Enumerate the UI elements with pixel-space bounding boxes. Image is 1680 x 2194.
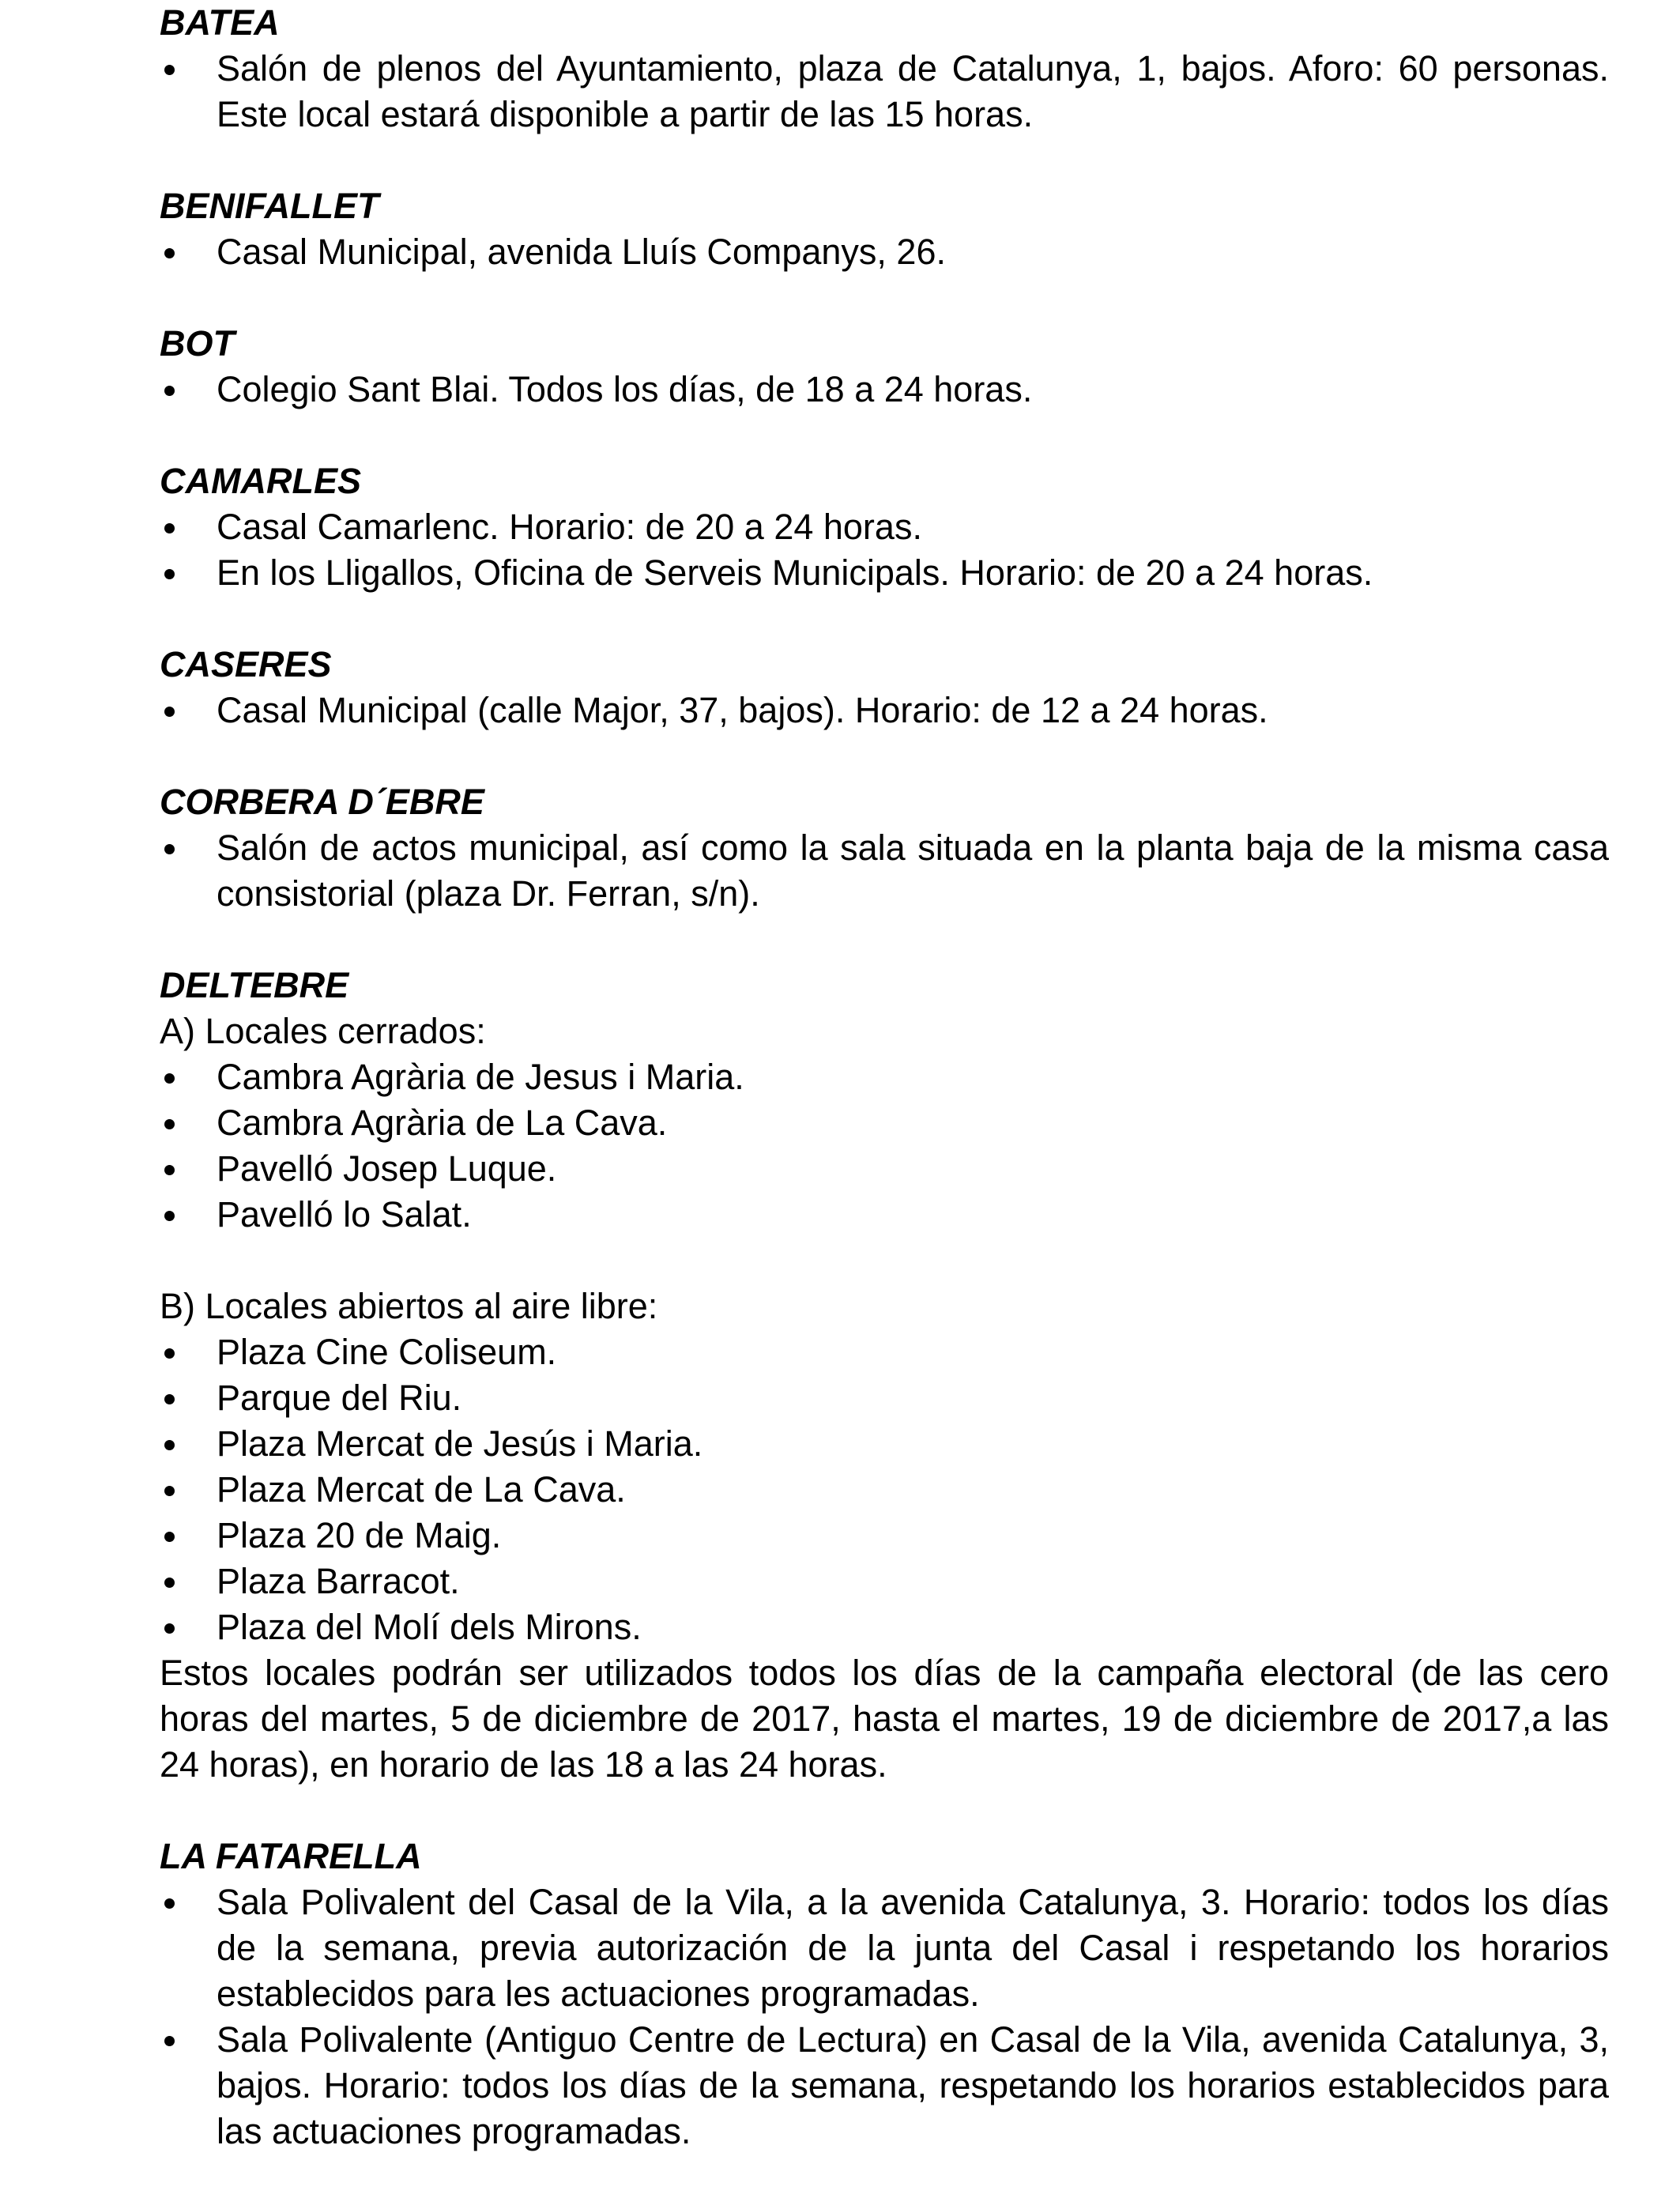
list-item: Salón de plenos del Ayuntamiento, plaza de Catalunya, 1, bajos. Aforo: 60 personas. Este local estará disponible a partir de las 15 horas. [160, 46, 1609, 138]
group-b-label: B) Locales abiertos al aire libre: [160, 1286, 658, 1326]
list-item: Sala Polivalente (Antiguo Centre de Lectura) en Casal de la Vila, avenida Catalunya, 3, bajos. Horario: todos los días de la semana, respetando los horarios establecidos para las actuaciones programadas. [160, 2017, 1609, 2154]
venue-list [160, 688, 1609, 733]
section-batea [160, 0, 1609, 138]
bullet-icon [164, 707, 175, 717]
venue-list [160, 504, 1609, 596]
section-title: LA FATARELLA [160, 1836, 422, 1876]
section-la-fatarella [160, 1834, 1609, 2154]
list-item: Cambra Agrària de La Cava. [160, 1100, 1609, 1146]
section-benifallet [160, 183, 1609, 275]
venue-list [160, 1879, 1609, 2154]
section-deltebre [160, 963, 1609, 1788]
document-page [160, 0, 1609, 2154]
venue-list [160, 825, 1609, 917]
bullet-icon [164, 2036, 175, 2046]
section-title: DELTEBRE [160, 965, 349, 1005]
list-item: Pavelló lo Salat. [160, 1192, 1609, 1238]
list-item: Salón de actos municipal, así como la sala situada en la planta baja de la misma casa consistorial (plaza Dr. Ferran, s/n). [160, 825, 1609, 917]
bullet-icon [164, 65, 175, 75]
bullet-icon [164, 1898, 175, 1909]
list-item: Cambra Agrària de Jesus i Maria. [160, 1054, 1609, 1100]
venue-list-closed [160, 1054, 1609, 1238]
list-item: En los Lligallos, Oficina de Serveis Municipals. Horario: de 20 a 24 horas. [160, 550, 1609, 596]
list-item: Sala Polivalent del Casal de la Vila, a la avenida Catalunya, 3. Horario: todos los días de la semana, previa autorización de la junta del Casal i respetando los horarios establecidos para les actuaciones programadas. [160, 1879, 1609, 2017]
venue-list-open-air [160, 1329, 1609, 1650]
bullet-icon [164, 1073, 175, 1084]
bullet-icon [164, 844, 175, 854]
bullet-icon [164, 569, 175, 579]
section-bot [160, 321, 1609, 413]
section-title: BATEA [160, 2, 280, 43]
bullet-icon [164, 1165, 175, 1175]
section-corbera-debre [160, 779, 1609, 917]
list-item: Casal Municipal, avenida Lluís Companys, 26. [160, 229, 1609, 275]
list-item: Casal Camarlenc. Horario: de 20 a 24 horas. [160, 504, 1609, 550]
bullet-icon [164, 386, 175, 396]
list-item: Plaza del Molí dels Mirons. [160, 1604, 1609, 1650]
bullet-icon [164, 1394, 175, 1404]
list-item: Colegio Sant Blai. Todos los días, de 18 a 24 horas. [160, 367, 1609, 413]
bullet-icon [164, 248, 175, 258]
list-item: Pavelló Josep Luque. [160, 1146, 1609, 1192]
bullet-icon [164, 1532, 175, 1542]
section-caseres [160, 642, 1609, 733]
bullet-icon [164, 1623, 175, 1634]
venue-list [160, 46, 1609, 138]
bullet-icon [164, 1119, 175, 1129]
bullet-icon [164, 1578, 175, 1588]
list-item: Plaza 20 de Maig. [160, 1513, 1609, 1559]
list-item: Plaza Mercat de Jesús i Maria. [160, 1421, 1609, 1467]
section-title: BOT [160, 323, 235, 364]
bullet-icon [164, 1486, 175, 1496]
group-a-label: A) Locales cerrados: [160, 1011, 486, 1051]
bullet-icon [164, 523, 175, 533]
list-item: Plaza Barracot. [160, 1559, 1609, 1604]
section-title: CAMARLES [160, 461, 361, 501]
list-item: Parque del Riu. [160, 1375, 1609, 1421]
bullet-icon [164, 1211, 175, 1221]
list-item: Plaza Cine Coliseum. [160, 1329, 1609, 1375]
bullet-icon [164, 1440, 175, 1450]
list-item: Plaza Mercat de La Cava. [160, 1467, 1609, 1513]
deltebre-note: Estos locales podrán ser utilizados todos los días de la campaña electoral (de las cero horas del martes, 5 de diciembre de 2017, hasta el martes, 19 de diciembre de 2017,a las 24 horas), en horario de las 18 a las 24 horas. [160, 1653, 1609, 1785]
section-title: CASERES [160, 644, 332, 684]
section-title: CORBERA D´EBRE [160, 782, 484, 822]
bullet-icon [164, 1348, 175, 1359]
venue-list [160, 367, 1609, 413]
venue-list [160, 229, 1609, 275]
section-camarles [160, 458, 1609, 596]
list-item: Casal Municipal (calle Major, 37, bajos). Horario: de 12 a 24 horas. [160, 688, 1609, 733]
section-title: BENIFALLET [160, 186, 379, 226]
